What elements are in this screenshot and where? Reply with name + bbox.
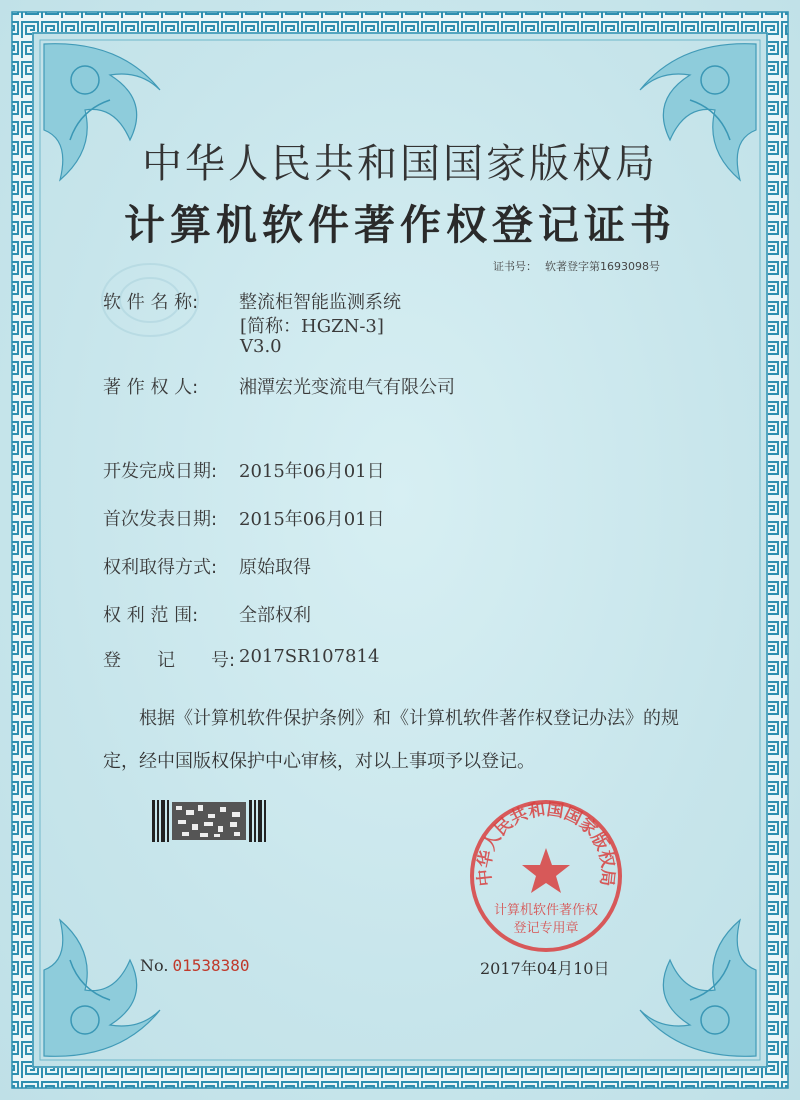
field-label: 权利取得方式: [103,557,218,578]
field-reg-no [103,646,379,672]
software-short-name: [简称：HGZN-3] [240,316,384,337]
seal-inner-line1: 计算机软件著作权 [493,903,599,918]
field-publish-date [103,505,385,531]
field-label: 开发完成日期: [103,461,218,482]
serial-label: No. [140,956,169,975]
barcode-image [152,800,266,842]
field-value: 整流柜智能监测系统 [239,292,401,313]
seal-outer-text: 中华人民共和国国家版权局 [474,799,618,888]
official-seal [466,796,626,956]
field-acquisition [103,553,311,579]
field-value: 2015年06月01日 [239,509,385,530]
field-label: 首次发表日期: [103,509,218,530]
field-value: 全部权利 [239,605,311,626]
seal-inner-line2: 登记专用章 [513,921,579,936]
field-software-name [103,288,401,314]
field-label: 登 记 号: [103,650,236,671]
certificate-title: 计算机软件著作权登记证书 [124,201,676,249]
field-value: 2015年06月01日 [239,461,385,482]
software-version: V3.0 [240,336,282,357]
field-label: 著 作 权 人: [103,377,199,398]
field-value: 原始取得 [239,557,311,578]
field-label: 权 利 范 围: [103,605,199,626]
field-value: 湘潭宏光变流电气有限公司 [239,377,455,398]
field-scope [103,601,311,627]
field-dev-date [103,457,385,483]
issue-date: 2017年04月10日 [480,959,610,978]
issuer-title: 中华人民共和国国家版权局 [142,141,658,187]
certificate-number-label: 证书号： [493,260,537,273]
certificate-number [485,258,660,274]
field-label: 软 件 名 称: [103,292,199,313]
field-value: 2017SR107814 [239,646,380,667]
certificate-number-value: 软著登字第1693098号 [545,260,660,273]
field-copyright-holder [103,373,455,399]
serial-value: 01538380 [172,956,250,975]
serial-number [140,956,250,975]
statement-paragraph: 根据《计算机软件保护条例》和《计算机软件著作权登记办法》的规定，经中国版权保护中心审核，对以上事项予以登记。 [103,708,679,772]
star-icon [522,848,570,893]
